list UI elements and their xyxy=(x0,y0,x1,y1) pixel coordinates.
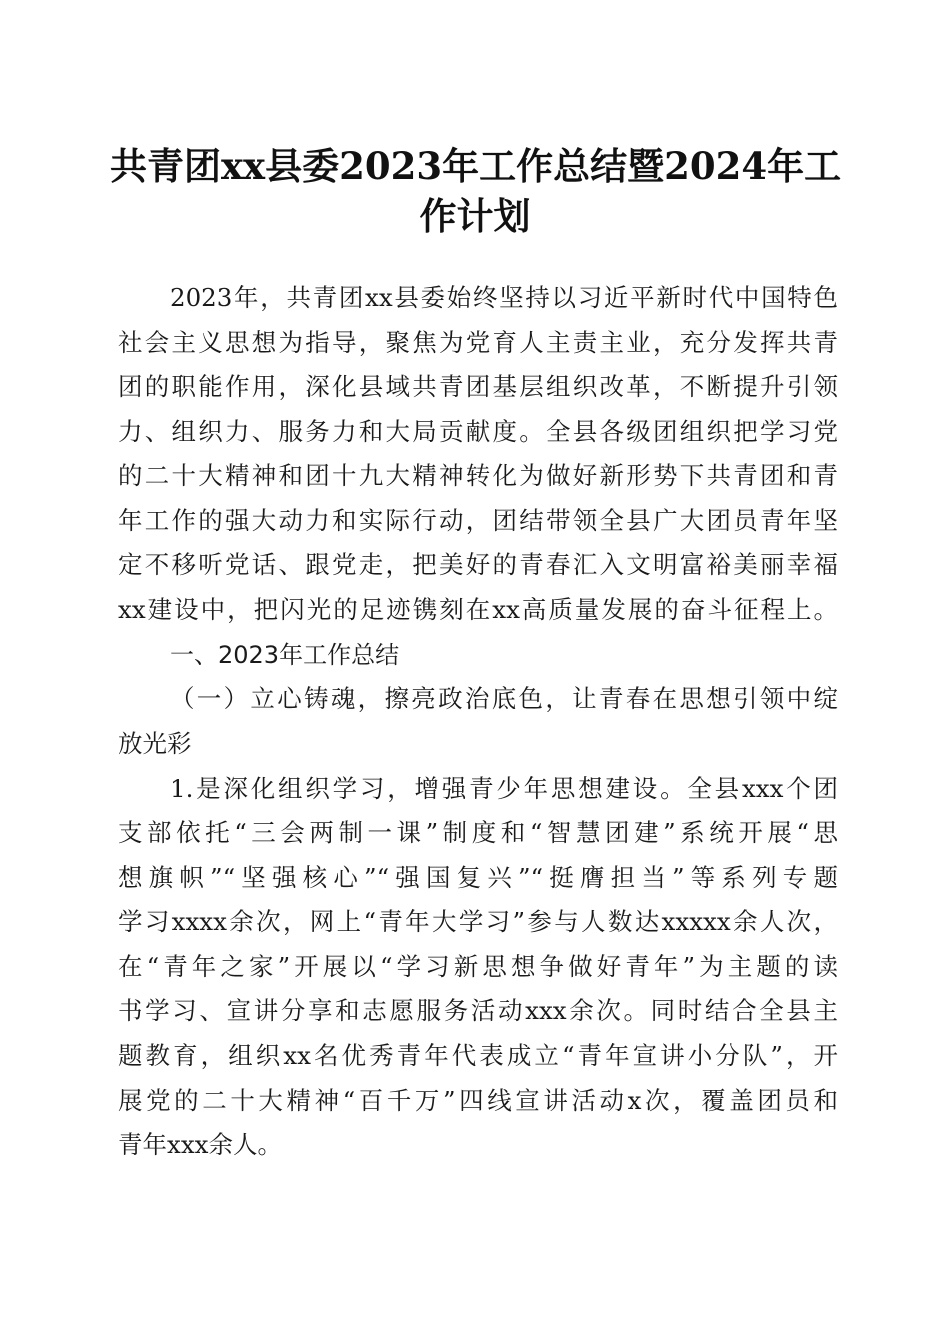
document-title-line-2: 作计划 xyxy=(419,194,531,238)
document-title-line-1: 共青团xx县委2023年工作总结暨2024年工 xyxy=(110,144,842,188)
section-heading: 一、2023年工作总结 xyxy=(170,641,400,669)
item-line: 1.是深化组织学习，增强青少年思想建设。全县xxx个团 xyxy=(170,774,838,803)
item-line: 在“青年之家”开展以“学习新思想争做好青年”为主题的读 xyxy=(118,952,838,981)
subsection-heading-line: 放光彩 xyxy=(118,729,192,758)
intro-line: xx建设中，把闪光的足迹镌刻在xx高质量发展的奋斗征程上。 xyxy=(118,595,838,624)
item-line: 支部依托“三会两制一课”制度和“智慧团建”系统开展“思 xyxy=(118,818,838,847)
item-line: 想旗帜”“坚强核心”“强国复兴”“挺膺担当”等系列专题 xyxy=(118,863,838,892)
intro-line: 定不移听党话、跟党走，把美好的青春汇入文明富裕美丽幸福 xyxy=(118,550,838,579)
item-line: 书学习、宣讲分享和志愿服务活动xxx余次。同时结合全县主 xyxy=(118,996,838,1025)
intro-line: 团的职能作用，深化县域共青团基层组织改革，不断提升引领 xyxy=(118,372,838,401)
intro-line: 2023年，共青团xx县委始终坚持以习近平新时代中国特色 xyxy=(170,283,838,312)
intro-line: 年工作的强大动力和实际行动，团结带领全县广大团员青年坚 xyxy=(118,506,838,535)
intro-line: 的二十大精神和团十九大精神转化为做好新形势下共青团和青 xyxy=(118,461,838,490)
item-line: 展党的二十大精神“百千万”四线宣讲活动x次，覆盖团员和 xyxy=(118,1086,838,1115)
intro-line: 力、组织力、服务力和大局贡献度。全县各级团组织把学习党 xyxy=(118,417,838,446)
item-line: 题教育，组织xx名优秀青年代表成立“青年宣讲小分队”，开 xyxy=(118,1041,838,1070)
intro-line: 社会主义思想为指导，聚焦为党育人主责主业，充分发挥共青 xyxy=(118,328,838,357)
subsection-heading-line: （一）立心铸魂，擦亮政治底色，让青春在思想引领中绽 xyxy=(170,684,838,713)
item-line: 青年xxx余人。 xyxy=(118,1130,282,1159)
item-line: 学习xxxx余次，网上“青年大学习”参与人数达xxxxx余人次， xyxy=(118,907,838,936)
